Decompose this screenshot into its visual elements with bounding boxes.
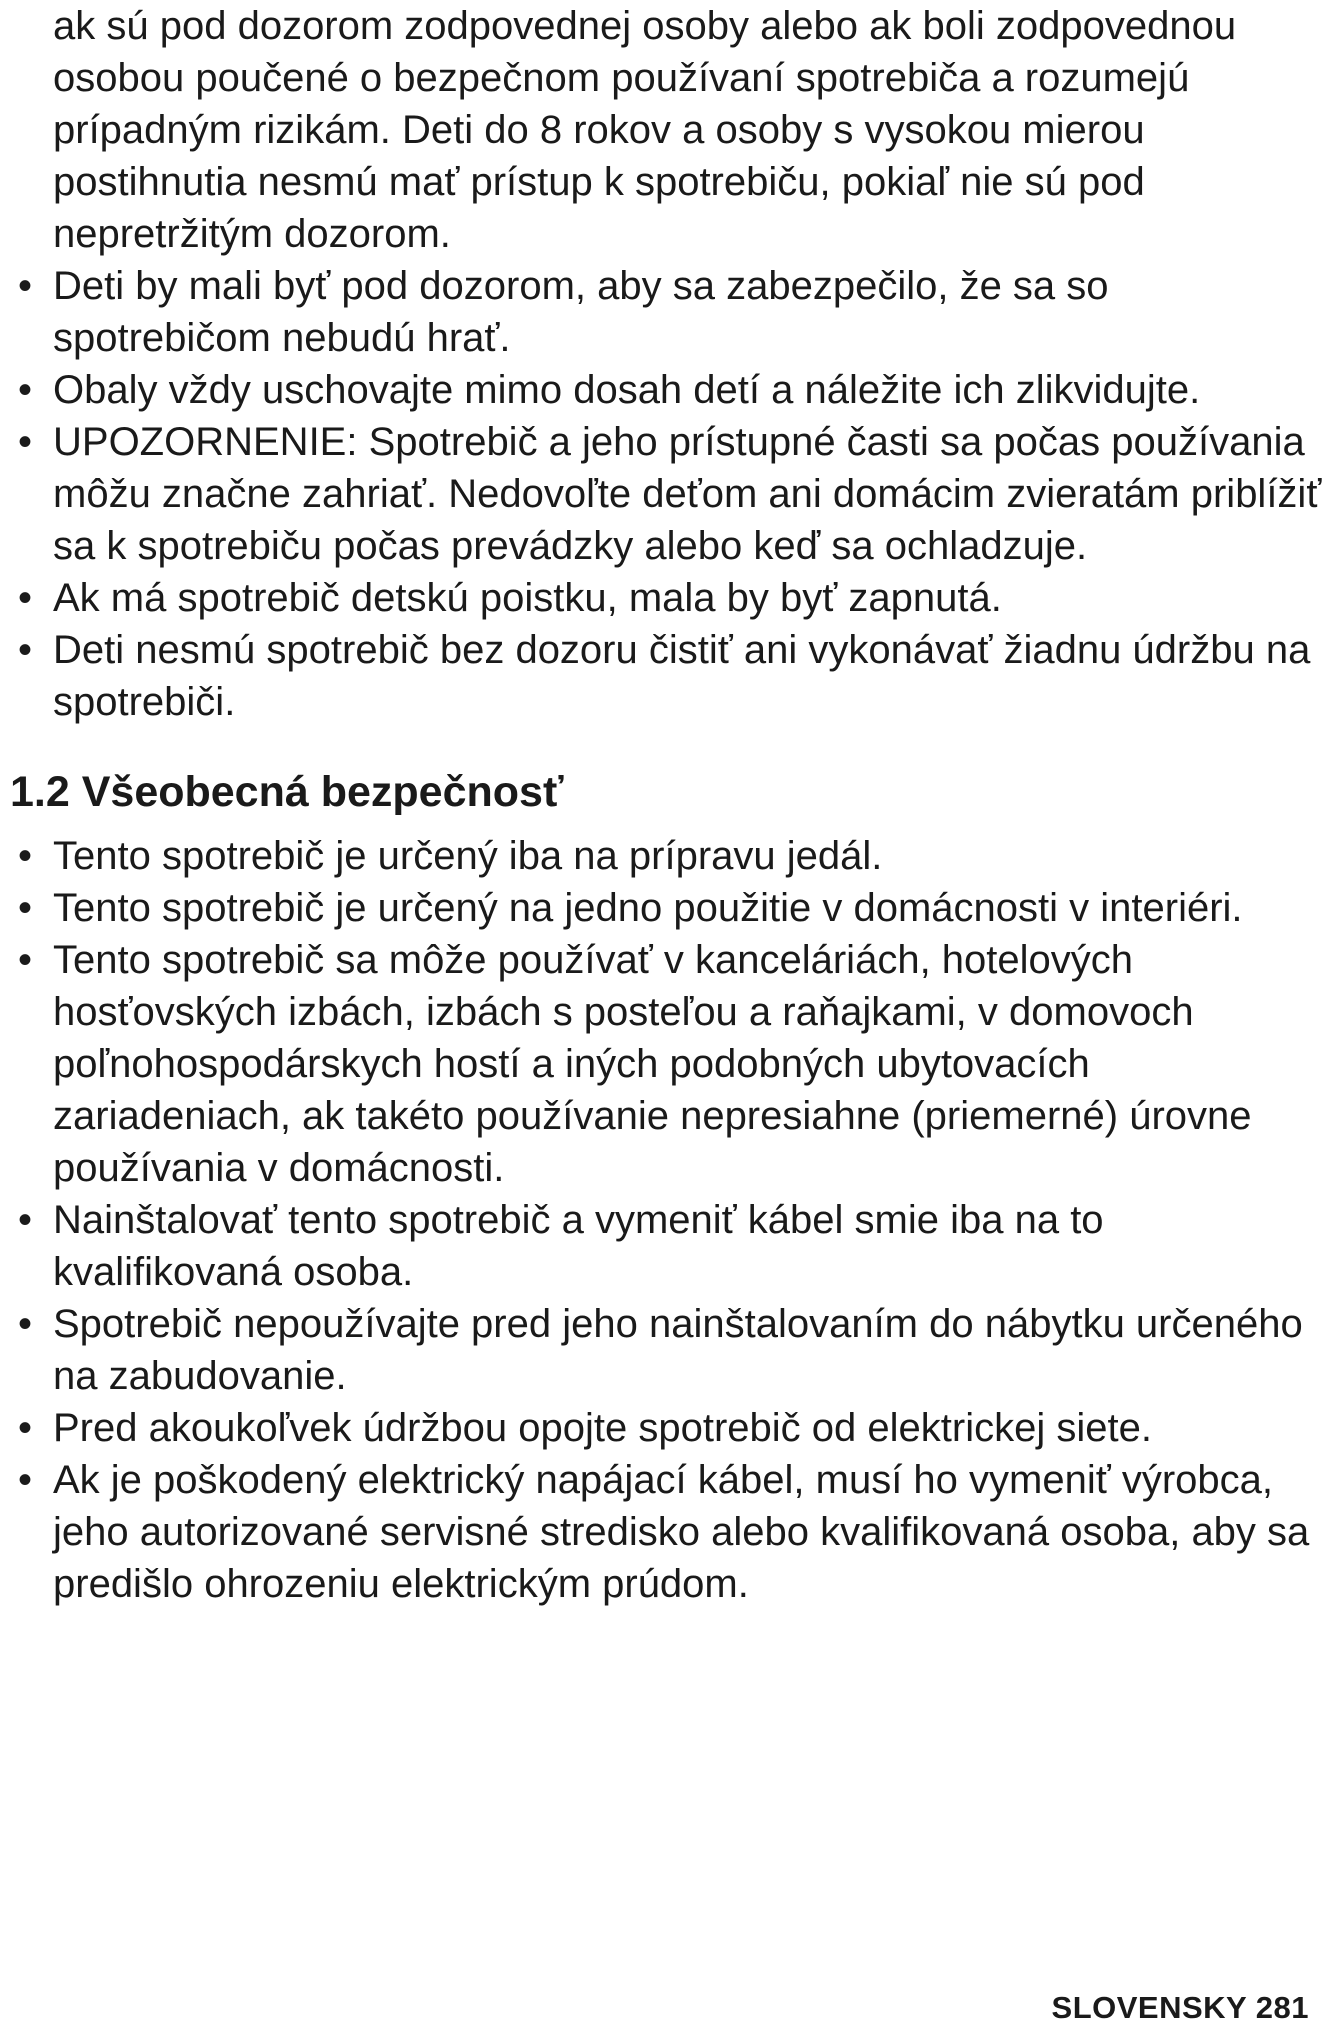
list-item — [10, 1402, 1325, 1454]
bullet-icon: • — [17, 1198, 32, 1242]
list-item-text: Obaly vždy uschovajte mimo dosah detí a náležite ich zlikvidujte. — [53, 368, 1201, 412]
list-item — [10, 934, 1325, 1194]
page-footer: SLOVENSKY 281 — [1051, 1990, 1309, 2025]
list-item — [10, 882, 1325, 934]
bullet-icon: • — [17, 938, 32, 982]
bullet-icon: • — [17, 368, 32, 412]
page-content — [10, 0, 1325, 1610]
bullet-icon: • — [17, 886, 32, 930]
list-item-text: Deti nesmú spotrebič bez dozoru čistiť ani vykonávať žiadnu údržbu na spotrebiči. — [53, 628, 1311, 724]
bullet-icon: • — [17, 264, 32, 308]
list-item-text: Deti by mali byť pod dozorom, aby sa zabezpečilo, že sa so spotrebičom nebudú hrať. — [53, 264, 1109, 360]
bullet-icon: • — [17, 576, 32, 620]
bullet-icon: • — [17, 1458, 32, 1502]
bullet-icon: • — [17, 1302, 32, 1346]
list-item-text: Tento spotrebič je určený iba na prípravu jedál. — [53, 834, 883, 878]
list-item — [10, 260, 1325, 364]
general-safety-list — [10, 830, 1325, 1610]
list-item — [10, 624, 1325, 728]
list-item-text: Ak má spotrebič detskú poistku, mala by byť zapnutá. — [53, 576, 1002, 620]
list-item — [10, 1194, 1325, 1298]
children-safety-list — [10, 260, 1325, 728]
bullet-icon: • — [17, 834, 32, 878]
bullet-icon: • — [17, 1406, 32, 1450]
section-heading: 1.2 Všeobecná bezpečnosť — [10, 768, 564, 816]
list-item-text: Spotrebič nepoužívajte pred jeho nainštalovaním do nábytku určeného na zabudovanie. — [53, 1302, 1303, 1398]
list-item-text: Tento spotrebič sa môže používať v kanceláriách, hotelových hosťovských izbách, izbách s posteľou a raňajkami, v domovoch poľnohospodárskych hostí a iných podobných ubytovacích zariadeniach, ak takéto používanie nepresiahne (priemerné) úrovne používania v domácnosti. — [53, 938, 1252, 1190]
list-item — [10, 1454, 1325, 1610]
list-item-text: Ak je poškodený elektrický napájací kábel, musí ho vymeniť výrobca, jeho autorizované servisné stredisko alebo kvalifikovaná osoba, aby sa predišlo ohrozeniu elektrickým prúdom. — [53, 1458, 1310, 1606]
intro-continuation: ak sú pod dozorom zodpovednej osoby alebo ak boli zodpovednou osobou poučené o bezpečnom používaní spotrebiča a rozumejú prípadným rizikám. Deti do 8 rokov a osoby s vysokou mierou postihnutia nesmú mať prístup k spotrebiču, pokiaľ nie sú pod nepretržitým dozorom. — [53, 4, 1237, 256]
list-item-text: Tento spotrebič je určený na jedno použitie v domácnosti v interiéri. — [53, 886, 1243, 930]
list-item — [10, 416, 1325, 572]
bullet-icon: • — [17, 420, 32, 464]
list-item-text: Pred akoukoľvek údržbou opojte spotrebič od elektrickej siete. — [53, 1406, 1152, 1450]
bullet-icon: • — [17, 628, 32, 672]
list-item-text: UPOZORNENIE: Spotrebič a jeho prístupné časti sa počas používania môžu značne zahriať. Nedovoľte deťom ani domácim zvieratám priblížiť sa k spotrebiču počas prevádzky alebo keď sa ochladzuje. — [53, 420, 1322, 568]
list-item — [10, 830, 1325, 882]
list-item — [10, 1298, 1325, 1402]
list-item — [10, 572, 1325, 624]
list-item-text: Nainštalovať tento spotrebič a vymeniť kábel smie iba na to kvalifikovaná osoba. — [53, 1198, 1104, 1294]
list-item — [10, 364, 1325, 416]
